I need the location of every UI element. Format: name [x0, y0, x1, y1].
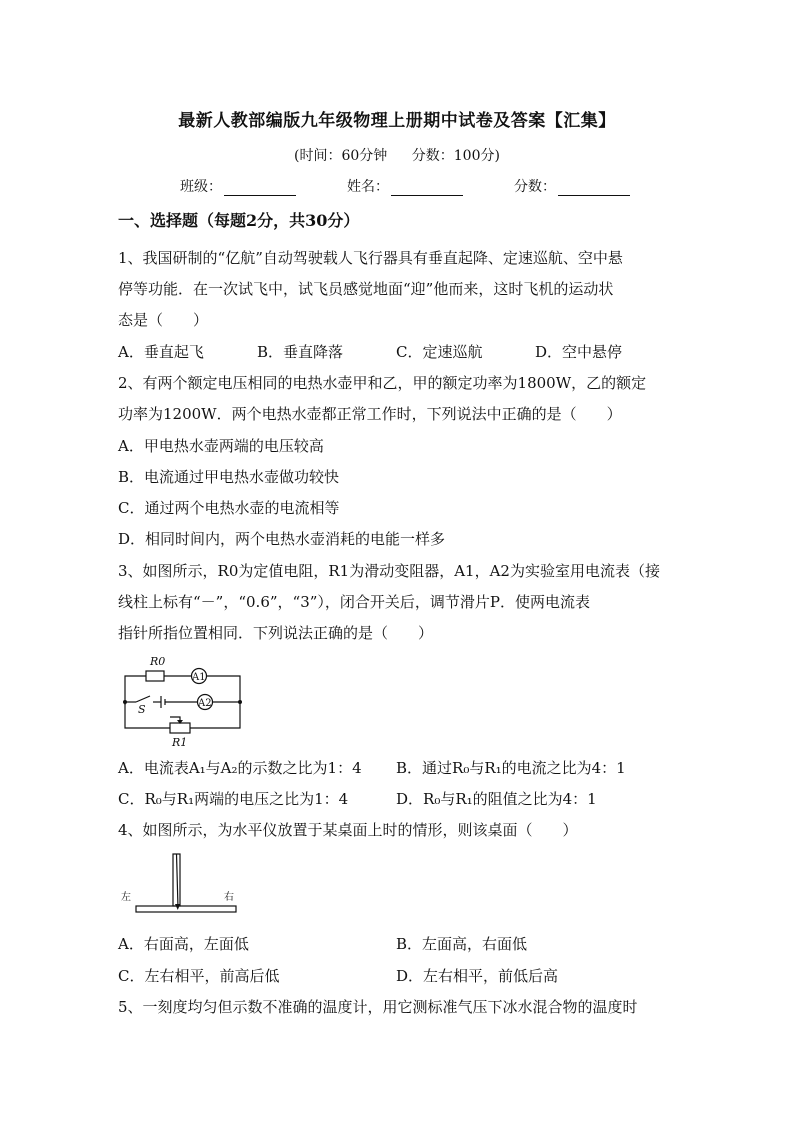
page-title: 最新人教部编版九年级物理上册期中试卷及答案【汇集】 — [178, 111, 616, 131]
q1-line-1: 1、我国研制的“亿航”自动驾驶载人飞行器具有垂直起降、定速巡航、空中悬 — [118, 249, 623, 267]
a2-label: A2 — [198, 698, 212, 709]
q3-option-c[interactable]: C．R₀与R₁两端的电压之比为1：4 — [118, 790, 349, 808]
q1-line-3: 态是（ ） — [118, 311, 209, 329]
q1-option-b[interactable]: B．垂直降落 — [257, 343, 344, 361]
score-blank[interactable] — [558, 179, 630, 196]
q3-line-2: 线柱上标有“－”，“0.6”，“3”），闭合开关后，调节滑片P．使两电流表 — [118, 593, 591, 611]
q4-option-a[interactable]: A．右面高，左面低 — [118, 935, 249, 953]
q3-line-3: 指针所指位置相同．下列说法正确的是（ ） — [118, 624, 434, 642]
score-field[interactable] — [514, 176, 630, 196]
circuit-diagram — [118, 650, 248, 750]
r0-label: R0 — [150, 655, 166, 668]
class-label: 班级： — [180, 179, 222, 195]
q2-option-a[interactable]: A．甲电热水壶两端的电压较高 — [118, 437, 324, 455]
junction-left — [123, 700, 127, 704]
left-label: 左 — [121, 892, 131, 903]
q2-option-c[interactable]: C．通过两个电热水壶的电流相等 — [118, 499, 340, 517]
q3-option-d[interactable]: D．R₀与R₁的阻值之比为4：1 — [396, 790, 597, 808]
q2-option-b[interactable]: B．电流通过甲电热水壶做功较快 — [118, 468, 340, 486]
student-fields — [180, 176, 630, 196]
q1-option-c[interactable]: C．定速巡航 — [396, 343, 483, 361]
name-blank[interactable] — [391, 179, 463, 196]
name-label: 姓名： — [347, 179, 389, 195]
q2-line-2: 功率为1200W．两个电热水壶都正常工作时，下列说法中正确的是（ ） — [118, 405, 622, 423]
score-label: 分数： — [514, 179, 556, 195]
q3-line-1: 3、如图所示，R0为定值电阻，R1为滑动变阻器，A1，A2为实验室用电流表（接 — [118, 562, 660, 580]
q4-line-1: 4、如图所示，为水平仪放置于某桌面上时的情形，则该桌面（ ） — [118, 821, 578, 839]
switch-label: S — [138, 703, 146, 716]
name-field[interactable] — [347, 176, 463, 196]
q2-option-d[interactable]: D．相同时间内，两个电热水壶消耗的电能一样多 — [118, 530, 446, 548]
q1-option-d[interactable]: D．空中悬停 — [535, 343, 623, 361]
exam-time: (时间：60分钟 — [294, 148, 388, 164]
q4-option-d[interactable]: D．左右相平，前低后高 — [396, 967, 559, 985]
q2-line-1: 2、有两个额定电压相同的电热水壶甲和乙，甲的额定功率为1800W，乙的额定 — [118, 374, 647, 392]
exam-info — [0, 145, 794, 165]
q1-line-2: 停等功能．在一次试飞中，试飞员感觉地面“迎”他而来，这时飞机的运动状 — [118, 280, 614, 298]
q4-option-c[interactable]: C．左右相平，前高后低 — [118, 967, 280, 985]
junction-right — [238, 700, 242, 704]
q3-option-a[interactable]: A．电流表A₁与A₂的示数之比为1：4 — [118, 759, 362, 777]
q3-option-b[interactable]: B．通过R₀与R₁的电流之比为4：1 — [396, 759, 626, 777]
q5-line-1: 5、一刻度均匀但示数不准确的温度计，用它测标准气压下冰水混合物的温度时 — [118, 998, 638, 1016]
q4-option-b[interactable]: B．左面高，右面低 — [396, 935, 528, 953]
right-label: 右 — [224, 892, 234, 903]
a1-label: A1 — [192, 672, 206, 683]
section-heading: 一、选择题（每题2分，共30分） — [118, 211, 360, 230]
class-field[interactable] — [180, 176, 296, 196]
level-diagram — [118, 852, 248, 922]
class-blank[interactable] — [224, 179, 296, 196]
r1-label: R1 — [172, 736, 188, 749]
exam-total-score: 分数：100分) — [411, 148, 500, 164]
q1-option-a[interactable]: A．垂直起飞 — [118, 343, 204, 361]
